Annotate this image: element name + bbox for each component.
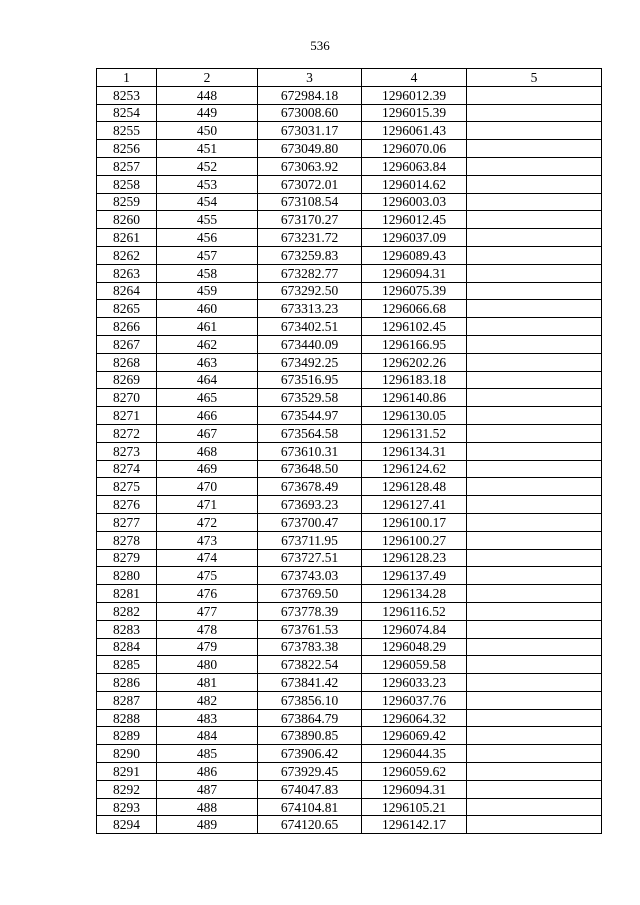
- table-cell: [467, 496, 602, 514]
- table-cell: 1296048.29: [362, 638, 467, 656]
- table-cell: 673313.23: [258, 300, 362, 318]
- table-cell: 469: [157, 460, 258, 478]
- table-cell: [467, 407, 602, 425]
- table-cell: 673778.39: [258, 602, 362, 620]
- table-cell: 1296100.27: [362, 531, 467, 549]
- header-row: [97, 69, 602, 87]
- table-cell: 8264: [97, 282, 157, 300]
- table-row: [97, 407, 602, 425]
- table-cell: [467, 691, 602, 709]
- table-cell: 673856.10: [258, 691, 362, 709]
- table-cell: 673890.85: [258, 727, 362, 745]
- column-header: 3: [258, 69, 362, 87]
- table-cell: 8280: [97, 567, 157, 585]
- table-cell: 8278: [97, 531, 157, 549]
- table-row: [97, 638, 602, 656]
- table-cell: 673648.50: [258, 460, 362, 478]
- table-cell: 1296059.62: [362, 763, 467, 781]
- column-header: 1: [97, 69, 157, 87]
- table-cell: 8275: [97, 478, 157, 496]
- table-cell: [467, 745, 602, 763]
- table-cell: [467, 424, 602, 442]
- table-cell: 8256: [97, 140, 157, 158]
- table-cell: 455: [157, 211, 258, 229]
- table-cell: 673516.95: [258, 371, 362, 389]
- table-cell: 1296066.68: [362, 300, 467, 318]
- table-row: [97, 478, 602, 496]
- table-row: [97, 460, 602, 478]
- table-cell: 459: [157, 282, 258, 300]
- table-cell: [467, 602, 602, 620]
- table-cell: 462: [157, 335, 258, 353]
- table-cell: 479: [157, 638, 258, 656]
- page-number: 536: [310, 38, 330, 53]
- table-cell: 673072.01: [258, 175, 362, 193]
- table-cell: [467, 442, 602, 460]
- table-cell: 673769.50: [258, 585, 362, 603]
- table-cell: 673259.83: [258, 246, 362, 264]
- table-cell: 8292: [97, 780, 157, 798]
- table-cell: [467, 211, 602, 229]
- table-cell: 453: [157, 175, 258, 193]
- table-cell: 673743.03: [258, 567, 362, 585]
- table-cell: 673693.23: [258, 496, 362, 514]
- table-cell: 673727.51: [258, 549, 362, 567]
- table-cell: 483: [157, 709, 258, 727]
- table-cell: 1296063.84: [362, 157, 467, 175]
- table-cell: 673864.79: [258, 709, 362, 727]
- table-cell: 673841.42: [258, 674, 362, 692]
- table-row: [97, 798, 602, 816]
- column-header: 4: [362, 69, 467, 87]
- table-cell: [467, 264, 602, 282]
- table-cell: 1296061.43: [362, 122, 467, 140]
- table-cell: 673282.77: [258, 264, 362, 282]
- table-cell: 480: [157, 656, 258, 674]
- table-cell: 673529.58: [258, 389, 362, 407]
- table-cell: 1296015.39: [362, 104, 467, 122]
- table-cell: 8258: [97, 175, 157, 193]
- table-cell: 1296069.42: [362, 727, 467, 745]
- table-row: [97, 763, 602, 781]
- table-cell: 475: [157, 567, 258, 585]
- table-cell: 461: [157, 318, 258, 336]
- table-row: [97, 122, 602, 140]
- table-cell: 467: [157, 424, 258, 442]
- table-cell: [467, 549, 602, 567]
- table-cell: [467, 709, 602, 727]
- table-row: [97, 157, 602, 175]
- table-row: [97, 246, 602, 264]
- table-cell: 485: [157, 745, 258, 763]
- table-cell: 451: [157, 140, 258, 158]
- table-cell: 487: [157, 780, 258, 798]
- table-row: [97, 175, 602, 193]
- table-cell: 466: [157, 407, 258, 425]
- table-cell: 1296131.52: [362, 424, 467, 442]
- table-row: [97, 620, 602, 638]
- table-cell: 8279: [97, 549, 157, 567]
- table-cell: [467, 816, 602, 834]
- table-cell: 1296033.23: [362, 674, 467, 692]
- table-cell: 488: [157, 798, 258, 816]
- table-cell: 674120.65: [258, 816, 362, 834]
- table-cell: 672984.18: [258, 86, 362, 104]
- table-cell: 1296128.48: [362, 478, 467, 496]
- table-cell: 673783.38: [258, 638, 362, 656]
- table-cell: 1296127.41: [362, 496, 467, 514]
- table-cell: [467, 229, 602, 247]
- table-cell: 1296059.58: [362, 656, 467, 674]
- table-row: [97, 264, 602, 282]
- table-row: [97, 585, 602, 603]
- table-cell: 8266: [97, 318, 157, 336]
- table-cell: 8291: [97, 763, 157, 781]
- table-cell: [467, 140, 602, 158]
- table-cell: 673761.53: [258, 620, 362, 638]
- table-cell: 674047.83: [258, 780, 362, 798]
- table-cell: 481: [157, 674, 258, 692]
- table-row: [97, 567, 602, 585]
- table-cell: 457: [157, 246, 258, 264]
- table-cell: [467, 531, 602, 549]
- table-cell: [467, 353, 602, 371]
- table-cell: 8293: [97, 798, 157, 816]
- column-header: 5: [467, 69, 602, 87]
- table-row: [97, 300, 602, 318]
- table-cell: 464: [157, 371, 258, 389]
- table-cell: [467, 478, 602, 496]
- table-row: [97, 513, 602, 531]
- table-cell: 1296124.62: [362, 460, 467, 478]
- table-cell: 673063.92: [258, 157, 362, 175]
- table-cell: 1296094.31: [362, 780, 467, 798]
- table-row: [97, 496, 602, 514]
- table-cell: 673108.54: [258, 193, 362, 211]
- table-cell: [467, 620, 602, 638]
- table-cell: [467, 300, 602, 318]
- table-cell: 673402.51: [258, 318, 362, 336]
- table-row: [97, 424, 602, 442]
- table-cell: 673822.54: [258, 656, 362, 674]
- table-cell: 1296134.28: [362, 585, 467, 603]
- column-header: 2: [157, 69, 258, 87]
- table-cell: 484: [157, 727, 258, 745]
- table-cell: 482: [157, 691, 258, 709]
- table-row: [97, 229, 602, 247]
- table-row: [97, 549, 602, 567]
- table-cell: 1296128.23: [362, 549, 467, 567]
- table-cell: 454: [157, 193, 258, 211]
- table-cell: 673610.31: [258, 442, 362, 460]
- table-row: [97, 389, 602, 407]
- table-cell: [467, 460, 602, 478]
- table-body: [97, 86, 602, 833]
- table-cell: 8290: [97, 745, 157, 763]
- table-cell: [467, 674, 602, 692]
- table-cell: 8289: [97, 727, 157, 745]
- table-row: [97, 104, 602, 122]
- table-cell: 673544.97: [258, 407, 362, 425]
- table-row: [97, 727, 602, 745]
- table-cell: 8272: [97, 424, 157, 442]
- table-cell: 1296074.84: [362, 620, 467, 638]
- table-cell: 477: [157, 602, 258, 620]
- table-cell: 456: [157, 229, 258, 247]
- table-cell: 465: [157, 389, 258, 407]
- table-cell: 673008.60: [258, 104, 362, 122]
- table-cell: [467, 585, 602, 603]
- table-cell: [467, 335, 602, 353]
- table-cell: [467, 157, 602, 175]
- table-cell: 1296134.31: [362, 442, 467, 460]
- table-cell: 1296070.06: [362, 140, 467, 158]
- table-cell: 470: [157, 478, 258, 496]
- table-row: [97, 531, 602, 549]
- table-cell: 673440.09: [258, 335, 362, 353]
- table-cell: 1296037.76: [362, 691, 467, 709]
- table-cell: 673031.17: [258, 122, 362, 140]
- table-cell: 449: [157, 104, 258, 122]
- table-cell: 471: [157, 496, 258, 514]
- table-cell: [467, 193, 602, 211]
- table-cell: 8276: [97, 496, 157, 514]
- table-cell: 673711.95: [258, 531, 362, 549]
- table-cell: [467, 763, 602, 781]
- table-cell: [467, 727, 602, 745]
- table-cell: 472: [157, 513, 258, 531]
- table-cell: [467, 246, 602, 264]
- table-cell: 673231.72: [258, 229, 362, 247]
- table-row: [97, 442, 602, 460]
- table-cell: 474: [157, 549, 258, 567]
- table-cell: 8277: [97, 513, 157, 531]
- table-cell: 673292.50: [258, 282, 362, 300]
- table-cell: 1296075.39: [362, 282, 467, 300]
- table-cell: 674104.81: [258, 798, 362, 816]
- table-row: [97, 318, 602, 336]
- table-cell: 8253: [97, 86, 157, 104]
- table-row: [97, 282, 602, 300]
- table-cell: 673049.80: [258, 140, 362, 158]
- table-row: [97, 656, 602, 674]
- table-row: [97, 86, 602, 104]
- table-cell: 1296094.31: [362, 264, 467, 282]
- table-cell: 8263: [97, 264, 157, 282]
- table-row: [97, 691, 602, 709]
- table-cell: [467, 104, 602, 122]
- table-cell: 1296142.17: [362, 816, 467, 834]
- table-cell: 1296089.43: [362, 246, 467, 264]
- table-cell: 458: [157, 264, 258, 282]
- table-cell: 1296130.05: [362, 407, 467, 425]
- table-cell: [467, 656, 602, 674]
- table-cell: 460: [157, 300, 258, 318]
- table-cell: [467, 282, 602, 300]
- table-cell: 8281: [97, 585, 157, 603]
- table-cell: 448: [157, 86, 258, 104]
- table-cell: [467, 86, 602, 104]
- table-cell: 476: [157, 585, 258, 603]
- table-cell: 8255: [97, 122, 157, 140]
- table-cell: 1296183.18: [362, 371, 467, 389]
- table-cell: 473: [157, 531, 258, 549]
- table-cell: 1296116.52: [362, 602, 467, 620]
- table-cell: 463: [157, 353, 258, 371]
- table-cell: 8267: [97, 335, 157, 353]
- table-cell: 478: [157, 620, 258, 638]
- table-cell: 8269: [97, 371, 157, 389]
- table-cell: [467, 638, 602, 656]
- table-cell: [467, 513, 602, 531]
- table-cell: 8254: [97, 104, 157, 122]
- table-cell: 673929.45: [258, 763, 362, 781]
- table-cell: 673492.25: [258, 353, 362, 371]
- table-cell: 8285: [97, 656, 157, 674]
- table-row: [97, 816, 602, 834]
- table-cell: 450: [157, 122, 258, 140]
- table-cell: 8274: [97, 460, 157, 478]
- coordinates-table: [96, 68, 602, 834]
- table-cell: 1296100.17: [362, 513, 467, 531]
- table-cell: 8273: [97, 442, 157, 460]
- table-row: [97, 745, 602, 763]
- table-cell: 1296044.35: [362, 745, 467, 763]
- table-cell: [467, 798, 602, 816]
- table-cell: 8287: [97, 691, 157, 709]
- table-cell: [467, 371, 602, 389]
- table-cell: 673906.42: [258, 745, 362, 763]
- table-cell: 8262: [97, 246, 157, 264]
- table-cell: 8271: [97, 407, 157, 425]
- table-cell: 8283: [97, 620, 157, 638]
- table-cell: 8270: [97, 389, 157, 407]
- table-cell: 8282: [97, 602, 157, 620]
- table-cell: 8284: [97, 638, 157, 656]
- table-cell: [467, 567, 602, 585]
- table-cell: 673564.58: [258, 424, 362, 442]
- table-row: [97, 371, 602, 389]
- table-cell: 1296202.26: [362, 353, 467, 371]
- table-row: [97, 674, 602, 692]
- table-cell: 8288: [97, 709, 157, 727]
- table-row: [97, 193, 602, 211]
- table-cell: 1296064.32: [362, 709, 467, 727]
- table-cell: 1296137.49: [362, 567, 467, 585]
- table-cell: 1296003.03: [362, 193, 467, 211]
- table-cell: 673700.47: [258, 513, 362, 531]
- table-row: [97, 140, 602, 158]
- table-cell: 1296166.95: [362, 335, 467, 353]
- table-cell: [467, 122, 602, 140]
- table-cell: [467, 175, 602, 193]
- table-cell: 673678.49: [258, 478, 362, 496]
- table-cell: 1296037.09: [362, 229, 467, 247]
- table-row: [97, 335, 602, 353]
- table-cell: 1296014.62: [362, 175, 467, 193]
- table-cell: 8294: [97, 816, 157, 834]
- table-cell: 1296105.21: [362, 798, 467, 816]
- table-cell: 8260: [97, 211, 157, 229]
- table-cell: 489: [157, 816, 258, 834]
- table-header: [97, 69, 602, 87]
- table-cell: 1296012.45: [362, 211, 467, 229]
- table-cell: [467, 389, 602, 407]
- table-cell: [467, 318, 602, 336]
- table-cell: 8286: [97, 674, 157, 692]
- table-cell: 468: [157, 442, 258, 460]
- table-cell: 8257: [97, 157, 157, 175]
- table-row: [97, 780, 602, 798]
- table-cell: 8268: [97, 353, 157, 371]
- table-row: [97, 211, 602, 229]
- table-cell: 1296102.45: [362, 318, 467, 336]
- table-cell: 486: [157, 763, 258, 781]
- table-cell: 8265: [97, 300, 157, 318]
- table-cell: 1296012.39: [362, 86, 467, 104]
- table-cell: 8259: [97, 193, 157, 211]
- table-cell: 673170.27: [258, 211, 362, 229]
- table-cell: [467, 780, 602, 798]
- table-row: [97, 602, 602, 620]
- table-row: [97, 353, 602, 371]
- table-row: [97, 709, 602, 727]
- table-cell: 8261: [97, 229, 157, 247]
- table-cell: 1296140.86: [362, 389, 467, 407]
- table-cell: 452: [157, 157, 258, 175]
